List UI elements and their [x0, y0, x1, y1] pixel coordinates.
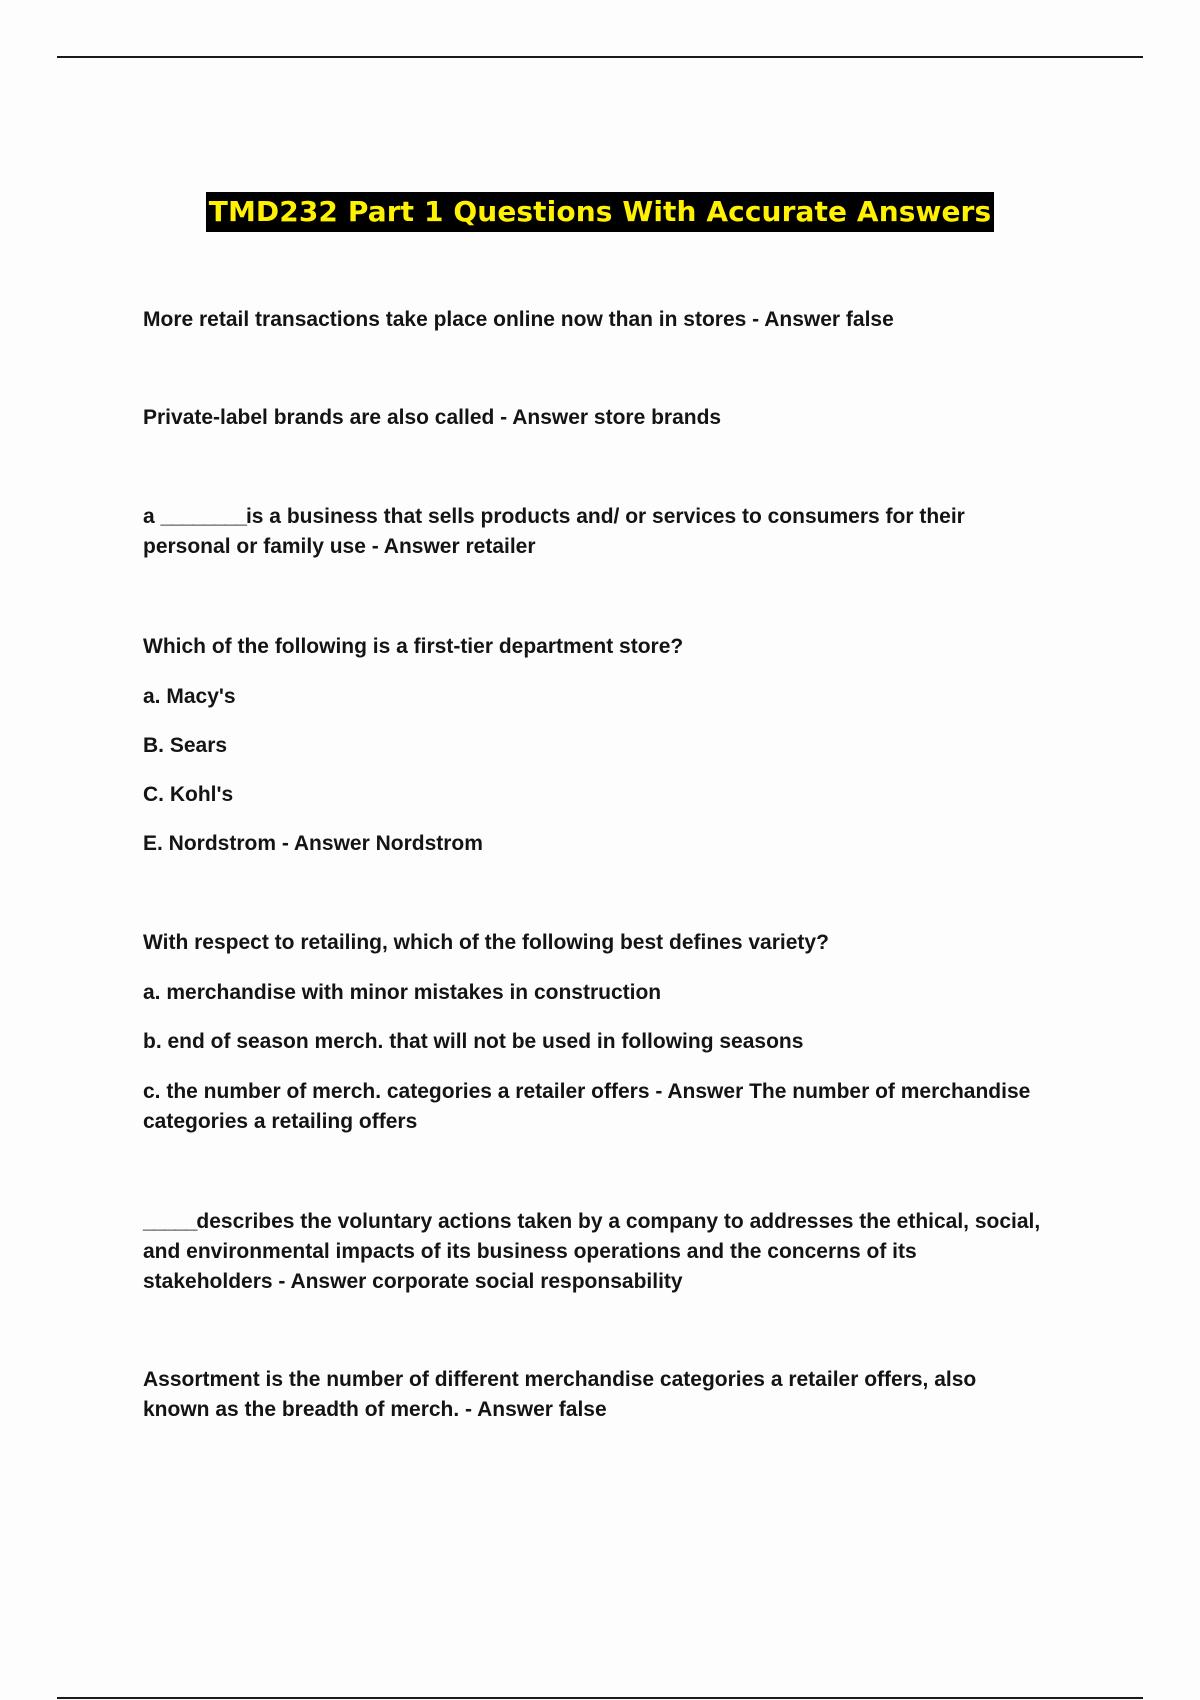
qa-item-1 — [143, 305, 1103, 335]
answer-option — [143, 682, 1103, 712]
qa-text: Assortment is the number of different merchandise categories a retailer offers, also — [143, 1368, 977, 1391]
answer-option — [143, 978, 1103, 1008]
qa-text: describes the voluntary actions taken by a company to addresses the ethical, social, — [196, 1210, 1041, 1233]
qa-item-7 — [143, 1365, 1103, 1425]
answer-option — [143, 829, 1103, 859]
option-text: B. Sears — [143, 734, 228, 757]
fill-in-blank: _____ — [143, 1210, 197, 1233]
qa-text: and environmental impacts of its business operations and the concerns of its — [143, 1240, 917, 1263]
qa-text: personal or family use - Answer retailer — [143, 535, 536, 558]
option-text: E. Nordstrom - Answer Nordstrom — [143, 832, 483, 855]
answer-option — [143, 1077, 1103, 1137]
option-text: b. end of season merch. that will not be used in following seasons — [143, 1030, 804, 1053]
qa-text: stakeholders - Answer corporate social responsability — [143, 1270, 683, 1293]
qa-text: Private-label brands are also called - Answer store brands — [143, 406, 722, 429]
option-text: c. the number of merch. categories a retailer offers - Answer The number of merchandise — [143, 1080, 1031, 1103]
header-rule — [57, 56, 1143, 58]
qa-text: known as the breadth of merch. - Answer false — [143, 1398, 607, 1421]
answer-option — [143, 731, 1103, 761]
qa-item-5 — [143, 928, 1103, 958]
qa-text: is a business that sells products and/ or services to consumers for their — [245, 505, 965, 528]
option-text: categories a retailing offers — [143, 1110, 418, 1133]
document-title: TMD232 Part 1 Questions With Accurate Answers — [206, 192, 994, 232]
answer-option — [143, 1027, 1103, 1057]
answer-option — [143, 780, 1103, 810]
qa-item-2 — [143, 403, 1103, 433]
option-text: C. Kohl's — [143, 783, 234, 806]
qa-line — [143, 502, 1103, 532]
qa-item-3 — [143, 502, 1103, 562]
footer-rule — [57, 1697, 1143, 1699]
qa-item-6 — [143, 1207, 1103, 1297]
option-text: a. Macy's — [143, 685, 236, 708]
qa-text: More retail transactions take place online now than in stores - Answer false — [143, 308, 894, 331]
qa-line — [143, 1207, 1103, 1237]
question-text: Which of the following is a first-tier department store? — [143, 635, 684, 658]
fill-in-blank: ________ — [160, 505, 246, 528]
qa-prefix: a — [143, 505, 161, 528]
title-container — [0, 192, 1200, 232]
qa-item-4 — [143, 632, 1103, 662]
question-text: With respect to retailing, which of the following best defines variety? — [143, 931, 829, 954]
option-text: a. merchandise with minor mistakes in construction — [143, 981, 662, 1004]
